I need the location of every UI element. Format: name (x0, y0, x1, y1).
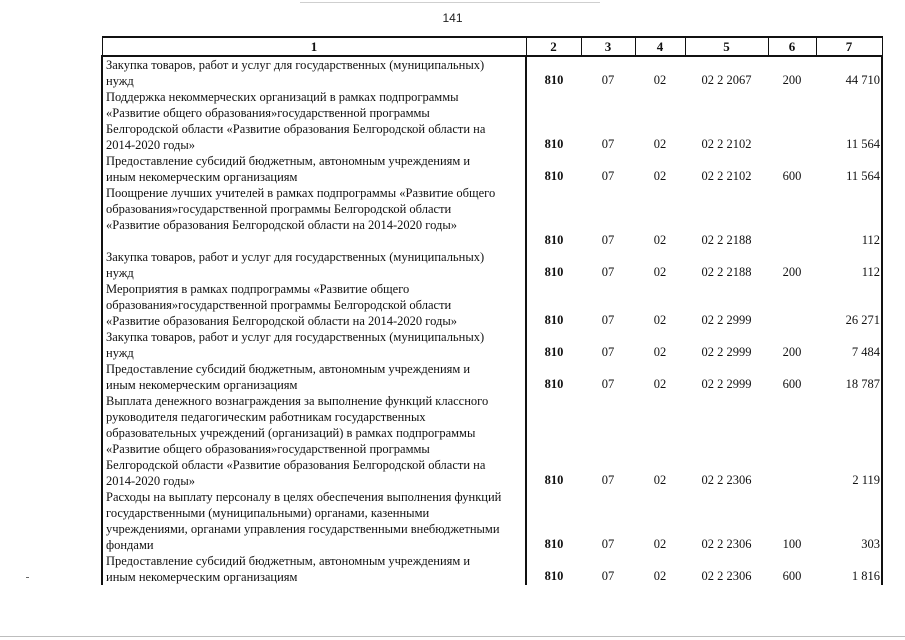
cell-c5: 02 2 2067 (701, 73, 752, 87)
cell-c5: 02 2 2306 (701, 569, 752, 583)
scan-bottom-rule (0, 636, 905, 637)
cell-c4: 02 (653, 473, 667, 487)
column-header-3: 3 (581, 37, 635, 56)
cell-c2: 810 (544, 169, 564, 183)
cell-c5: 02 2 2999 (701, 377, 752, 391)
cell-c6: 100 (782, 537, 802, 551)
row-name-line: руководителя педагогическим работникам государственных (106, 410, 426, 424)
budget-table (101, 36, 883, 585)
cell-c4: 02 (653, 569, 667, 583)
cell-c7: 11 564 (816, 153, 882, 185)
cell-c7: 112 (816, 185, 882, 249)
cell-c7: 26 271 (816, 281, 882, 329)
row-name (102, 56, 526, 89)
cell-c3: 07 (601, 265, 615, 279)
cell-c2: 810 (544, 313, 564, 327)
cell-c3: 07 (601, 569, 615, 583)
table-row (102, 153, 882, 185)
cell-c7: 7 484 (816, 329, 882, 361)
cell-c3: 07 (601, 137, 615, 151)
row-name (102, 329, 526, 361)
cell-c4: 02 (653, 233, 667, 247)
cell-c6: 600 (782, 169, 802, 183)
row-name (102, 153, 526, 185)
cell-c7: 44 710 (816, 56, 882, 89)
row-name-line (106, 233, 523, 249)
table-row (102, 249, 882, 281)
cell-c4: 02 (653, 377, 667, 391)
cell-c3: 07 (601, 73, 615, 87)
cell-c5: 02 2 2306 (701, 473, 752, 487)
cell-c4: 02 (653, 265, 667, 279)
row-name-line: государственными (муниципальными) органами, казенными (106, 506, 430, 520)
cell-c4: 02 (653, 169, 667, 183)
row-name-line: «Развитие образования Белгородской области на 2014-2020 годы» (106, 218, 458, 232)
margin-mark (26, 577, 29, 578)
row-name-line: Закупка товаров, работ и услуг для государственных (муниципальных) (106, 58, 485, 72)
cell-c5: 02 2 2999 (701, 345, 752, 359)
cell-c2: 810 (544, 345, 564, 359)
cell-c6: 200 (782, 345, 802, 359)
table-row (102, 329, 882, 361)
cell-c7: 11 564 (816, 89, 882, 153)
table-row (102, 89, 882, 153)
row-name-line: Мероприятия в рамках подпрограммы «Развитие общего (106, 282, 410, 296)
cell-c3: 07 (601, 169, 615, 183)
row-name-line: «Развитие общего образования»государственной программы (106, 106, 430, 120)
cell-c2: 810 (544, 569, 564, 583)
cell-c3: 07 (601, 233, 615, 247)
cell-c5: 02 2 2102 (701, 137, 752, 151)
row-name-line: Расходы на выплату персоналу в целях обеспечения выполнения функций (106, 490, 502, 504)
row-name-line: Предоставление субсидий бюджетным, автономным учреждениям и (106, 554, 471, 568)
row-name (102, 489, 526, 553)
cell-c4: 02 (653, 73, 667, 87)
column-header-1: 1 (102, 37, 526, 56)
row-name-line: Закупка товаров, работ и услуг для государственных (муниципальных) (106, 250, 485, 264)
table-header-row (102, 37, 882, 56)
table-row (102, 361, 882, 393)
table-row (102, 553, 882, 585)
row-name-line: образования»государственной программы Белгородской области (106, 202, 452, 216)
column-header-7: 7 (816, 37, 882, 56)
row-name-line: иным некомерческим организациям (106, 170, 298, 184)
table-row (102, 281, 882, 329)
cell-c7: 2 119 (816, 393, 882, 489)
cell-c3: 07 (601, 377, 615, 391)
scan-top-rule (300, 2, 600, 3)
cell-c5: 02 2 2102 (701, 169, 752, 183)
cell-c2: 810 (544, 265, 564, 279)
cell-c6: 200 (782, 265, 802, 279)
cell-c6: 600 (782, 569, 802, 583)
row-name-line: фондами (106, 538, 154, 552)
cell-c6 (768, 185, 816, 249)
cell-c5: 02 2 2306 (701, 537, 752, 551)
cell-c6: 200 (782, 73, 802, 87)
table-row (102, 489, 882, 553)
table-row (102, 185, 882, 249)
cell-c7: 1 816 (816, 553, 882, 585)
row-name-line: Закупка товаров, работ и услуг для государственных (муниципальных) (106, 330, 485, 344)
row-name (102, 89, 526, 153)
cell-c7: 18 787 (816, 361, 882, 393)
cell-c6 (768, 89, 816, 153)
column-header-2: 2 (526, 37, 581, 56)
row-name-line: образовательных учреждений (организаций) в рамках подпрограммы (106, 426, 476, 440)
row-name-line: нужд (106, 74, 134, 88)
cell-c3: 07 (601, 473, 615, 487)
table-body (102, 56, 882, 585)
row-name-line: учреждениями, органами управления государственными внебюджетными (106, 522, 500, 536)
cell-c7: 303 (816, 489, 882, 553)
cell-c2: 810 (544, 73, 564, 87)
row-name (102, 393, 526, 489)
row-name (102, 553, 526, 585)
row-name-line: Предоставление субсидий бюджетным, автономным учреждениям и (106, 362, 471, 376)
row-name (102, 361, 526, 393)
cell-c6: 600 (782, 377, 802, 391)
cell-c2: 810 (544, 377, 564, 391)
cell-c5: 02 2 2188 (701, 233, 752, 247)
cell-c6 (768, 281, 816, 329)
row-name-line: нужд (106, 266, 134, 280)
row-name-line: «Развитие образования Белгородской области на 2014-2020 годы» (106, 314, 458, 328)
cell-c4: 02 (653, 137, 667, 151)
row-name (102, 185, 526, 249)
row-name-line: 2014-2020 годы» (106, 138, 196, 152)
cell-c2: 810 (544, 137, 564, 151)
row-name-line: Предоставление субсидий бюджетным, автономным учреждениям и (106, 154, 471, 168)
cell-c5: 02 2 2188 (701, 265, 752, 279)
row-name-line: 2014-2020 годы» (106, 474, 196, 488)
cell-c3: 07 (601, 345, 615, 359)
row-name-line: образования»государственной программы Белгородской области (106, 298, 452, 312)
column-header-6: 6 (768, 37, 816, 56)
row-name-line: Выплата денежного вознаграждения за выполнение функций классного (106, 394, 489, 408)
cell-c4: 02 (653, 313, 667, 327)
cell-c5: 02 2 2999 (701, 313, 752, 327)
table-row (102, 56, 882, 89)
column-header-4: 4 (635, 37, 685, 56)
row-name-line: Поощрение лучших учителей в рамках подпрограммы «Развитие общего (106, 186, 496, 200)
row-name-line: иным некомерческим организациям (106, 378, 298, 392)
page-number: 141 (442, 11, 463, 25)
cell-c6 (768, 393, 816, 489)
row-name-line: «Развитие общего образования»государственной программы (106, 442, 430, 456)
row-name (102, 249, 526, 281)
cell-c7: 112 (816, 249, 882, 281)
cell-c4: 02 (653, 537, 667, 551)
row-name-line: Поддержка некоммерческих организаций в рамках подпрограммы (106, 90, 459, 104)
row-name-line: Белгородской области «Развитие образования Белгородской области на (106, 458, 486, 472)
column-header-5: 5 (685, 37, 768, 56)
cell-c4: 02 (653, 345, 667, 359)
row-name (102, 281, 526, 329)
cell-c2: 810 (544, 233, 564, 247)
row-name-line: иным некомерческим организациям (106, 570, 298, 584)
cell-c3: 07 (601, 313, 615, 327)
row-name-line: нужд (106, 346, 134, 360)
cell-c2: 810 (544, 473, 564, 487)
cell-c3: 07 (601, 537, 615, 551)
table-row (102, 393, 882, 489)
row-name-line: Белгородской области «Развитие образования Белгородской области на (106, 122, 486, 136)
cell-c2: 810 (544, 537, 564, 551)
